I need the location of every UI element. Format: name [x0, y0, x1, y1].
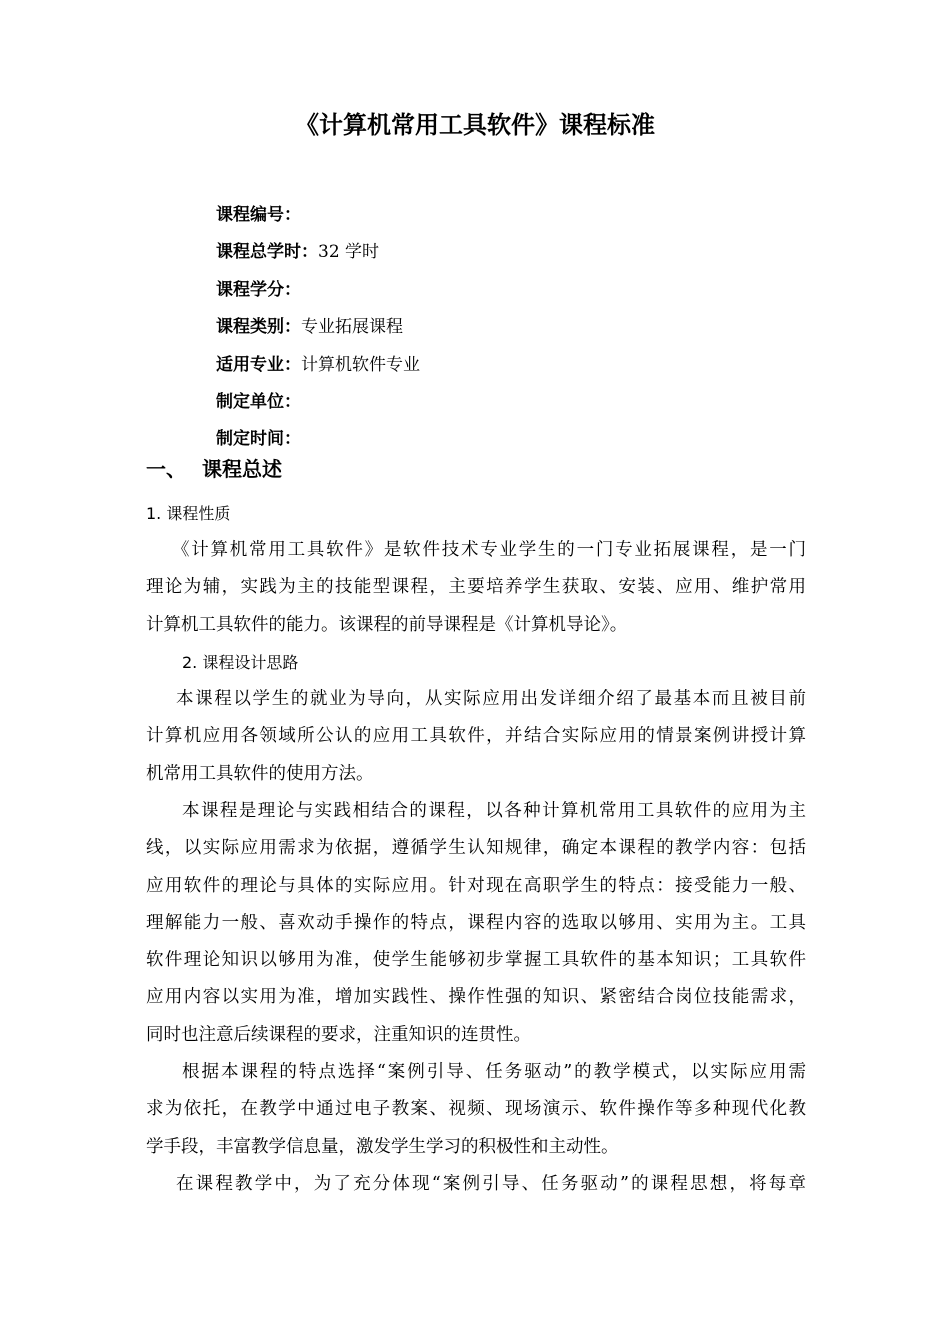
paragraph-line: 计算机工具软件的能力。该课程的前导课程是《计算机导论》。	[146, 614, 628, 635]
meta-value: 专业拓展课程	[301, 317, 403, 338]
subsection-heading-design: 2. 课程设计思路	[182, 653, 299, 672]
paragraph-line: 《计算机常用工具软件》是软件技术专业学生的一门专业拓展课程，是一门	[172, 540, 806, 560]
meta-value: 32 学时	[318, 242, 380, 263]
paragraph-course-nature	[146, 532, 806, 644]
paragraph-line: 机常用工具软件的使用方法。	[146, 763, 374, 784]
paragraph-design-4	[146, 1166, 806, 1203]
paragraph-line: 线，以实际应用需求为依据，遵循学生认知规律，确定本课程的教学内容：包括	[146, 838, 806, 859]
paragraph-line: 同时也注意后续课程的要求，注重知识的连贯性。	[146, 1024, 531, 1045]
meta-label: 课程学分：	[216, 279, 301, 300]
meta-total-hours	[216, 237, 420, 274]
meta-label: 课程总学时：	[216, 242, 318, 263]
meta-label: 制定单位：	[216, 391, 301, 412]
paragraph-line: 理论为辅，实践为主的技能型课程，主要培养学生获取、安装、应用、维护常用	[146, 577, 806, 598]
meta-label: 课程编号：	[216, 205, 301, 225]
meta-value: 计算机软件专业	[301, 354, 420, 375]
paragraph-line: 应用软件的理论与具体的实际应用。针对现在高职学生的特点：接受能力一般、	[146, 875, 806, 896]
subsection-heading-nature: 1. 课程性质	[146, 504, 231, 523]
paragraph-line: 应用内容以实用为准，增加实践性、操作性强的知识、紧密结合岗位技能需求，	[146, 987, 806, 1008]
section-number: 一、	[146, 457, 186, 481]
paragraph-line: 求为依托，在教学中通过电子教案、视频、现场演示、软件操作等多种现代化教	[146, 1099, 806, 1120]
document-title: 《计算机常用工具软件》课程标准	[295, 111, 655, 139]
paragraph-design-1	[146, 681, 806, 793]
paragraph-line: 计算机应用各领域所公认的应用工具软件，并结合实际应用的情景案例讲授计算	[146, 726, 806, 747]
meta-course-code	[216, 200, 420, 237]
course-meta-list	[216, 200, 420, 462]
paragraph-line: 理解能力一般、喜欢动手操作的特点，课程内容的选取以够用、实用为主。工具	[146, 912, 806, 933]
paragraph-line: 软件理论知识以够用为准，使学生能够初步掌握工具软件的基本知识；工具软件	[146, 950, 806, 971]
paragraph-design-3	[146, 1054, 806, 1166]
paragraph-line: 在课程教学中，为了充分体现“案例引导、任务驱动”的课程思想，将每章	[176, 1174, 806, 1194]
meta-major	[216, 350, 420, 387]
meta-course-type	[216, 312, 420, 349]
meta-label: 制定时间：	[216, 429, 301, 450]
meta-label: 课程类别：	[216, 317, 301, 338]
section-heading	[146, 452, 282, 486]
paragraph-line: 本课程以学生的就业为导向，从实际应用出发详细介绍了最基本而且被目前	[176, 689, 806, 709]
section-title: 课程总述	[202, 457, 282, 481]
meta-unit	[216, 387, 420, 424]
paragraph-design-2	[146, 793, 806, 1054]
paragraph-line: 根据本课程的特点选择“案例引导、任务驱动”的教学模式，以实际应用需	[182, 1062, 806, 1082]
meta-credits	[216, 275, 420, 312]
meta-label: 适用专业：	[216, 354, 301, 375]
paragraph-line: 学手段，丰富教学信息量，激发学生学习的积极性和主动性。	[146, 1136, 619, 1157]
paragraph-line: 本课程是理论与实践相结合的课程，以各种计算机常用工具软件的应用为主	[182, 801, 806, 821]
